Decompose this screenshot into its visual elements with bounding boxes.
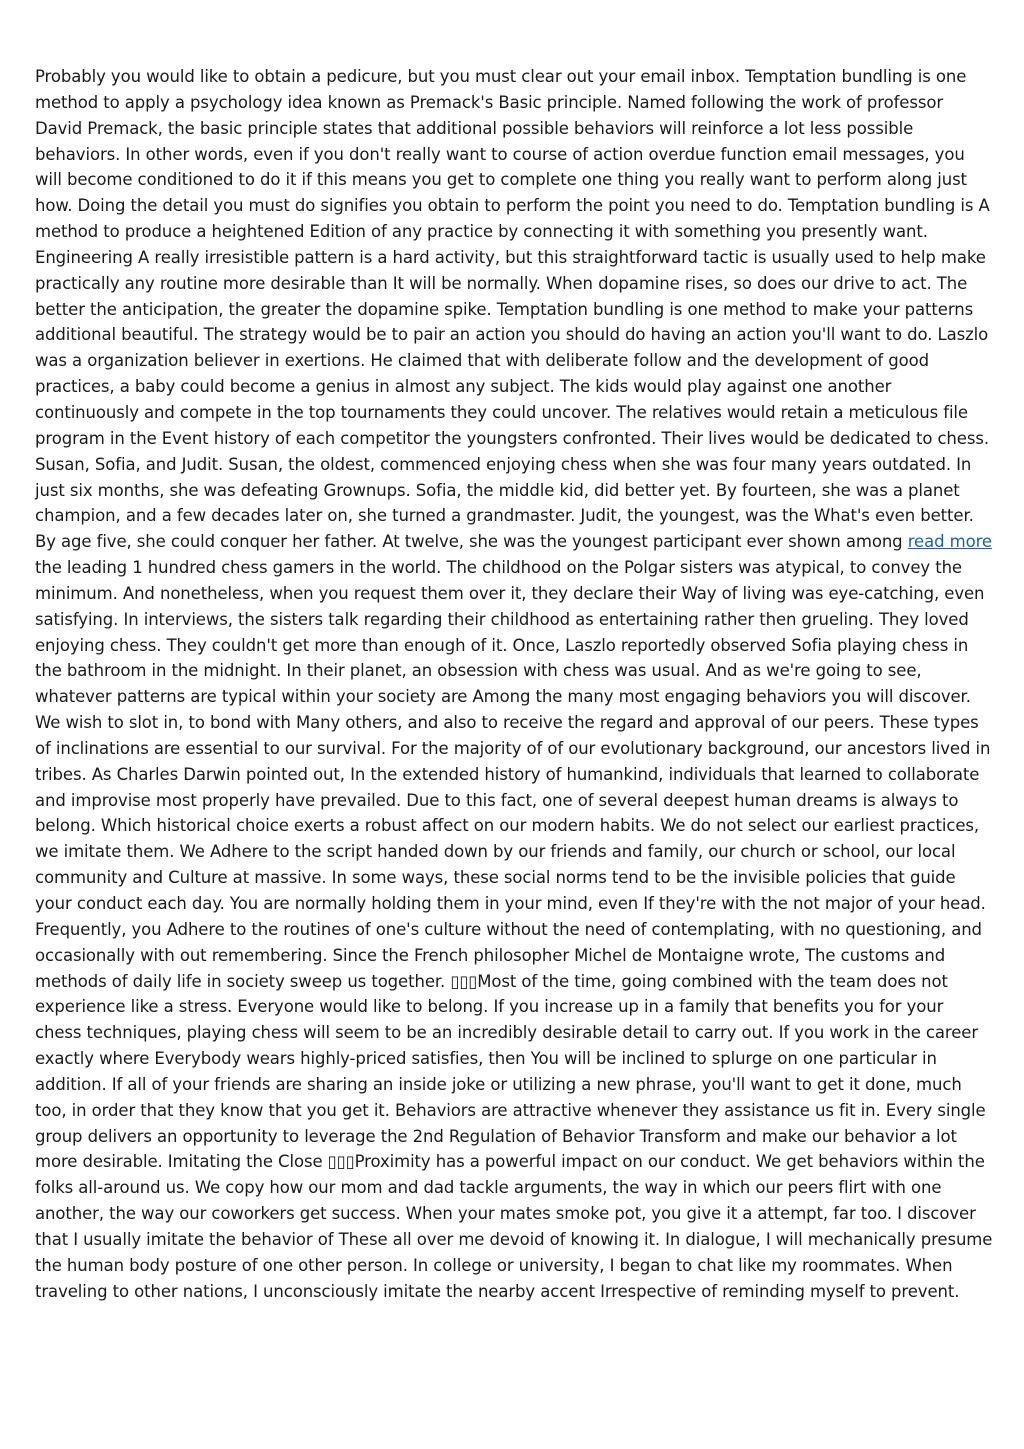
document-page — [35, 64, 993, 1305]
article-text-part-2: the leading 1 hundred chess gamers in the world. The childhood on the Polgar sisters was atypical, to convey the minimum. And nonetheless, when you request them over it, they declare their Way of living was eye-catching, even satisfying. In interviews, the sisters talk regarding their childhood as entertaining rather then grueling. They loved enjoying chess. They couldn't get more than enough of it. Once, Laszlo reportedly observed Sofia playing chess in the bathroom in the midnight. In their planet, an obsession with chess was usual. And as we're going to see, whatever patterns are typical within your society are Among the many most engaging behaviors you will discover. We wish to slot in, to bond with Many others, and also to receive the regard and approval of our peers. These types of inclinations are essential to our survival. For the majority of of our evolutionary background, our ancestors lived in tribes. As Charles Darwin pointed out, In the extended history of humankind, individuals that learned to collaborate and improvise most properly have prevailed. Due to this fact, one of several deepest human dreams is always to belong. Which historical choice exerts a robust affect on our modern habits. We do not select our earliest practices, we imitate them. We Adhere to the script handed down by our friends and family, our church or school, our local community and Culture at massive. In some ways, these social norms tend to be the invisible policies that guide your conduct each day. You are normally holding them in your mind, even If they're with the not major of your head. Frequently, you Adhere to the routines of one's culture without the need of contemplating, with no questioning, and occasionally with out remembering. Since the French philosopher Michel de Montaigne wrote, The customs and methods of daily life in society sweep us together. ▯▯▯Most of the time, going combined with the team does not experience like a stress. Everyone would like to belong. If you increase up in a family that benefits you for your chess techniques, playing chess will seem to be an incredibly desirable detail to carry out. If you work in the career exactly where Everybody wears highly-priced satisfies, then You will be inclined to splurge on one particular in addition. If all of your friends are sharing an inside joke or utilizing a new phrase, you'll want to get it done, much too, in order that they know that you get it. Behaviors are attractive whenever they assistance us fit in. Every single group delivers an opportunity to leverage the 2nd Regulation of Behavior Transform and make our behavior a lot more desirable. Imitating the Close ▯▯▯Proximity has a powerful impact on our conduct. We get behaviors within the folks all-around us. We copy how our mom and dad tackle arguments, the way in which our peers flirt with one another, the way our coworkers get success. When your mates smoke pot, you give it a attempt, far too. I discover that I usually imitate the behavior of These all over me devoid of knowing it. In dialogue, I will mechanically presume the human body posture of one other person. In college or university, I began to chat like my roommates. When traveling to other nations, I unconsciously imitate the nearby accent Irrespective of reminding myself to prevent. — [35, 558, 993, 1301]
article-text-part-1: Probably you would like to obtain a pedicure, but you must clear out your email inbox. Temptation bundling is one method to apply a psychology idea known as Premack's Basic principle. Named following the work of professor David Premack, the basic principle states that additional possible behaviors will reinforce a lot less possible behaviors. In other words, even if you don't really want to course of action overdue function email messages, you will become conditioned to do it if this means you get to complete one thing you really want to perform along just how. Doing the detail you must do signifies you obtain to perform the point you need to do. Temptation bundling is A method to produce a heightened Edition of any practice by connecting it with something you presently want. Engineering A really irresistible pattern is a hard activity, but this straightforward tactic is usually used to help make practically any routine more desirable than It will be normally. When dopamine rises, so does our drive to act. The better the anticipation, the greater the dopamine spike. Temptation bundling is one method to make your patterns additional beautiful. The strategy would be to pair an action you should do having an action you'll want to do. Laszlo was a organization believer in exertions. He claimed that with deliberate follow and the development of good practices, a baby could become a genius in almost any subject. The kids would play against one another continuously and compete in the top tournaments they could uncover. The relatives would retain a meticulous file program in the Event history of each competitor the youngsters confronted. Their lives would be dedicated to chess. Susan, Sofia, and Judit. Susan, the oldest, commenced enjoying chess when she was four many years outdated. In just six months, she was defeating Grownups. Sofia, the middle kid, did better yet. By fourteen, she was a planet champion, and a few decades later on, she turned a grandmaster. Judit, the youngest, was the What's even better. By age five, she could conquer her father. At twelve, she was the youngest participant ever shown among — [35, 67, 990, 552]
article-paragraph — [35, 64, 993, 1305]
read-more-link[interactable]: read more — [907, 532, 992, 552]
